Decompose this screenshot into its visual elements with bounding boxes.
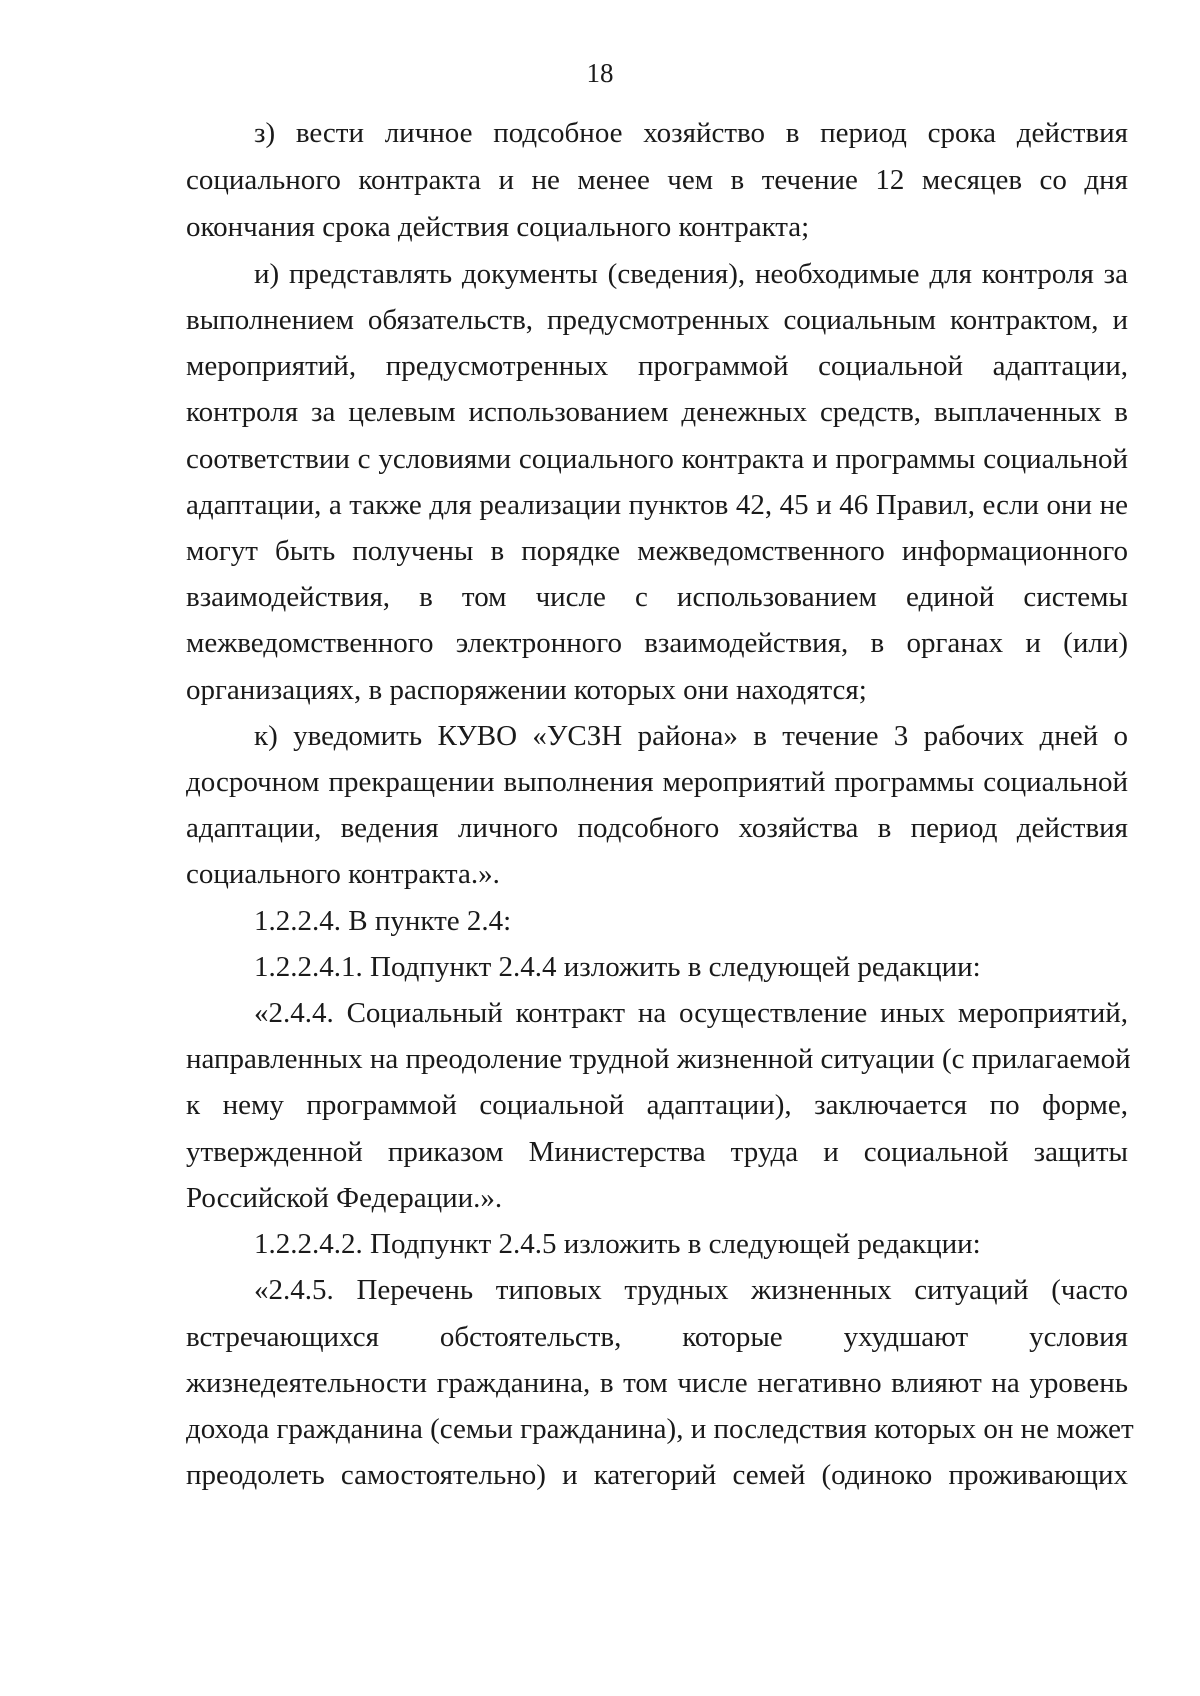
- text-line: 1.2.2.4. В пункте 2.4:: [254, 905, 512, 937]
- text-line: дохода гражданина (семьи гражданина), и последствия которых он не может: [186, 1413, 1134, 1445]
- text-line: социального контракта и не менее чем в течение 12 месяцев со дня: [186, 164, 1128, 196]
- text-line: и) представлять документы (сведения), необходимые для контроля за: [254, 258, 1128, 290]
- text-line: досрочном прекращении выполнения мероприятий программы социальной: [186, 766, 1128, 798]
- text-line: к нему программой социальной адаптации), заключается по форме,: [186, 1089, 1128, 1121]
- text-line: мероприятий, предусмотренных программой социальной адаптации,: [186, 350, 1128, 382]
- text-line: организациях, в распоряжении которых они находятся;: [186, 674, 867, 706]
- text-line: к) уведомить КУВО «УСЗН района» в течение 3 рабочих дней о: [254, 720, 1128, 752]
- text-line: контроля за целевым использованием денежных средств, выплаченных в: [186, 396, 1128, 428]
- text-line: адаптации, ведения личного подсобного хозяйства в период действия: [186, 812, 1128, 844]
- text-line: 1.2.2.4.2. Подпункт 2.4.5 изложить в следующей редакции:: [254, 1228, 981, 1260]
- text-line: адаптации, а также для реализации пунктов 42, 45 и 46 Правил, если они не: [186, 489, 1128, 521]
- text-line: могут быть получены в порядке межведомственного информационного: [186, 535, 1128, 567]
- text-line: «2.4.4. Социальный контракт на осуществление иных мероприятий,: [254, 997, 1128, 1029]
- text-line: выполнением обязательств, предусмотренных социальным контрактом, и: [186, 304, 1128, 336]
- text-line: Российской Федерации.».: [186, 1182, 503, 1214]
- text-line: взаимодействия, в том числе с использованием единой системы: [186, 581, 1128, 613]
- text-line: окончания срока действия социального контракта;: [186, 211, 810, 243]
- text-line: утвержденной приказом Министерства труда и социальной защиты: [186, 1136, 1128, 1168]
- text-line: «2.4.5. Перечень типовых трудных жизненных ситуаций (часто: [254, 1274, 1128, 1306]
- text-line: 1.2.2.4.1. Подпункт 2.4.4 изложить в следующей редакции:: [254, 951, 981, 983]
- text-line: жизнедеятельности гражданина, в том числе негативно влияют на уровень: [186, 1367, 1128, 1399]
- text-line: преодолеть самостоятельно) и категорий семей (одиноко проживающих: [186, 1459, 1128, 1491]
- text-line: межведомственного электронного взаимодействия, в органах и (или): [186, 627, 1128, 659]
- text-line: социального контракта.».: [186, 858, 500, 890]
- text-line: соответствии с условиями социального контракта и программы социальной: [186, 443, 1128, 475]
- text-line: направленных на преодоление трудной жизненной ситуации (с прилагаемой: [186, 1043, 1131, 1075]
- text-line: встречающихся обстоятельств, которые ухудшают условия: [186, 1321, 1128, 1353]
- page-number: 18: [586, 58, 614, 88]
- text-line: з) вести личное подсобное хозяйство в период срока действия: [254, 117, 1128, 149]
